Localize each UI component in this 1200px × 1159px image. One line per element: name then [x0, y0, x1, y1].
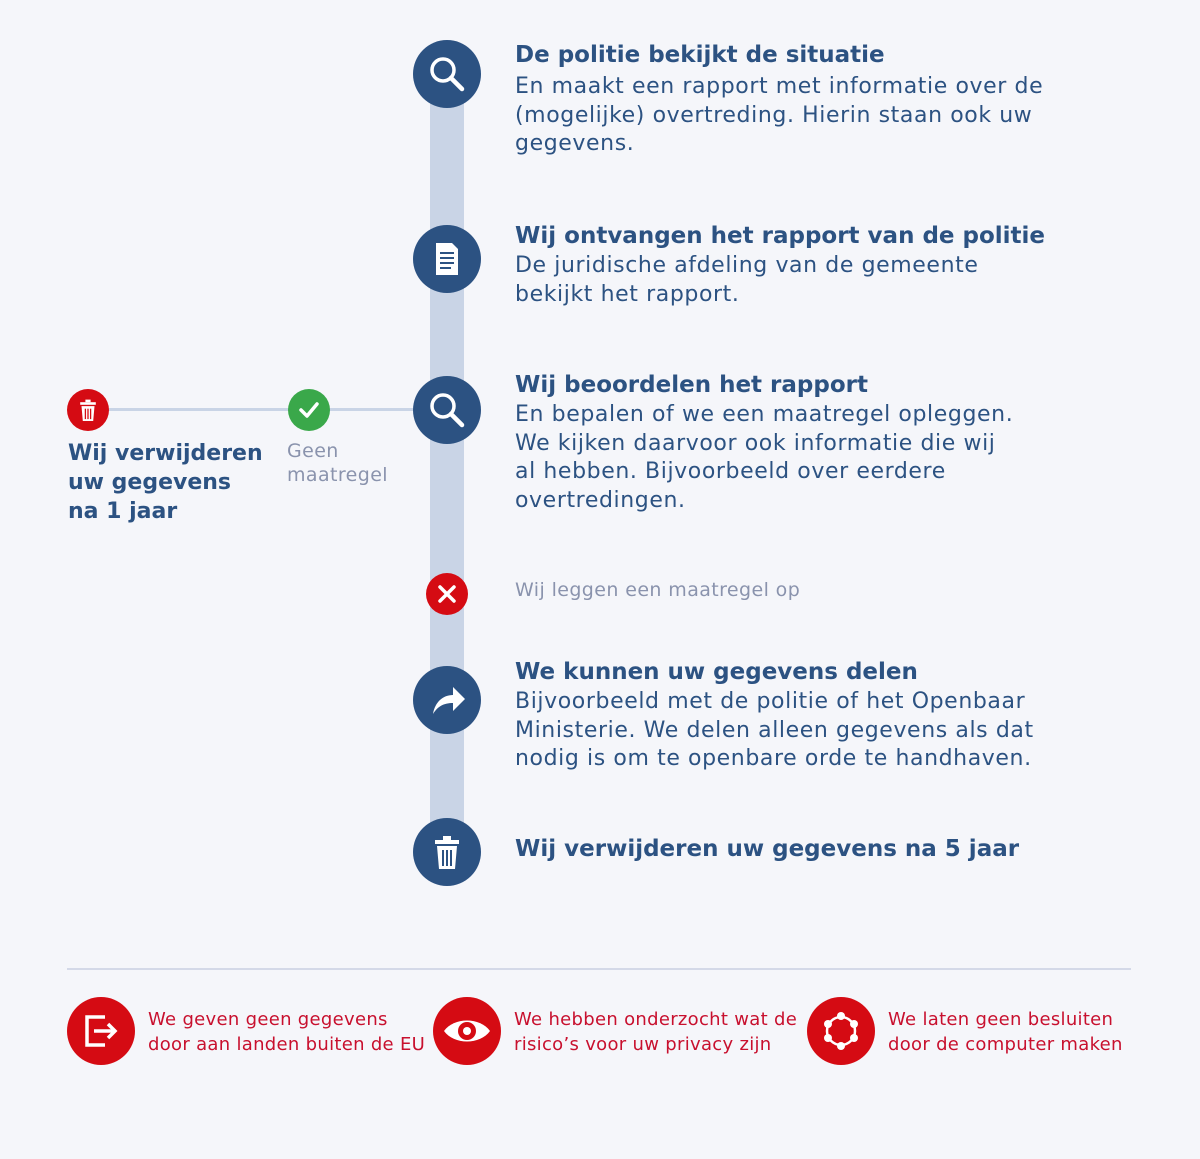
- step-5-description: [515, 688, 1034, 774]
- delete-line: uw gegevens: [68, 470, 232, 495]
- step-1-title: De politie bekijkt de situatie: [515, 42, 885, 68]
- footer-divider: [67, 968, 1131, 970]
- trash-icon: [67, 389, 109, 431]
- step-3-line: En bepalen of we een maatregel opleggen.: [515, 402, 1014, 427]
- trash-icon: [413, 818, 481, 886]
- footer-no-eu-transfer: [148, 1007, 425, 1057]
- footer-line: door aan landen buiten de EU: [148, 1034, 426, 1055]
- step-5-line: nodig is om te openbare orde te handhaven.: [515, 746, 1032, 771]
- step-1-line: En maakt een rapport met informatie over de: [515, 74, 1044, 99]
- document-icon: [413, 225, 481, 293]
- delete-after-1-year-label: [68, 439, 263, 526]
- exit-icon: [67, 997, 135, 1065]
- step-3-line: overtredingen.: [515, 487, 686, 513]
- footer-line: We hebben onderzocht wat de: [514, 1009, 798, 1030]
- step-1-line: (mogelijke) overtreding. Hierin staan ook uw: [515, 102, 1033, 128]
- step-5-line: Ministerie. We delen alleen gegevens als dat: [515, 717, 1034, 743]
- step-2-line: bekijkt het rapport.: [515, 281, 740, 307]
- check-icon: [288, 389, 330, 431]
- footer-privacy-risks: [514, 1007, 797, 1057]
- step-3-line: al hebben. Bijvoorbeeld over eerdere: [515, 459, 946, 484]
- step-5-line: Bijvoorbeeld met de politie of het Openbaar: [515, 689, 1026, 714]
- search-icon: [413, 376, 481, 444]
- step-3-title: Wij beoordelen het rapport: [515, 372, 868, 398]
- footer-no-automated-decisions: [888, 1007, 1123, 1057]
- step-2-line: De juridische afdeling van de gemeente: [515, 253, 979, 278]
- measure-imposed-label: Wij leggen een maatregel op: [515, 579, 801, 601]
- branch-line-left: [100, 408, 295, 411]
- timeline-rail: [430, 80, 464, 850]
- no-measure-line: maatregel: [287, 464, 388, 486]
- step-2-title: Wij ontvangen het rapport van de politie: [515, 223, 1046, 249]
- step-5-title: We kunnen uw gegevens delen: [515, 659, 918, 685]
- footer-line: risico’s voor uw privacy zijn: [514, 1034, 772, 1055]
- step-6-title: Wij verwijderen uw gegevens na 5 jaar: [515, 836, 1020, 862]
- step-2-description: [515, 252, 978, 309]
- footer-line: We geven geen gegevens: [148, 1009, 388, 1030]
- close-icon: [426, 573, 468, 615]
- step-1-line: gegevens.: [515, 131, 635, 156]
- delete-line: Wij verwijderen: [68, 441, 263, 466]
- footer-line: door de computer maken: [888, 1034, 1123, 1055]
- share-arrow-icon: [413, 666, 481, 734]
- no-measure-label: [287, 439, 388, 487]
- step-3-description: [515, 401, 1013, 515]
- eye-icon: [433, 997, 501, 1065]
- footer-line: We laten geen besluiten: [888, 1009, 1114, 1030]
- network-icon: [807, 997, 875, 1065]
- no-measure-line: Geen: [287, 440, 339, 462]
- step-3-line: We kijken daarvoor ook informatie die wij: [515, 430, 996, 456]
- search-icon: [413, 40, 481, 108]
- step-1-description: [515, 73, 1043, 159]
- delete-line: na 1 jaar: [68, 499, 178, 524]
